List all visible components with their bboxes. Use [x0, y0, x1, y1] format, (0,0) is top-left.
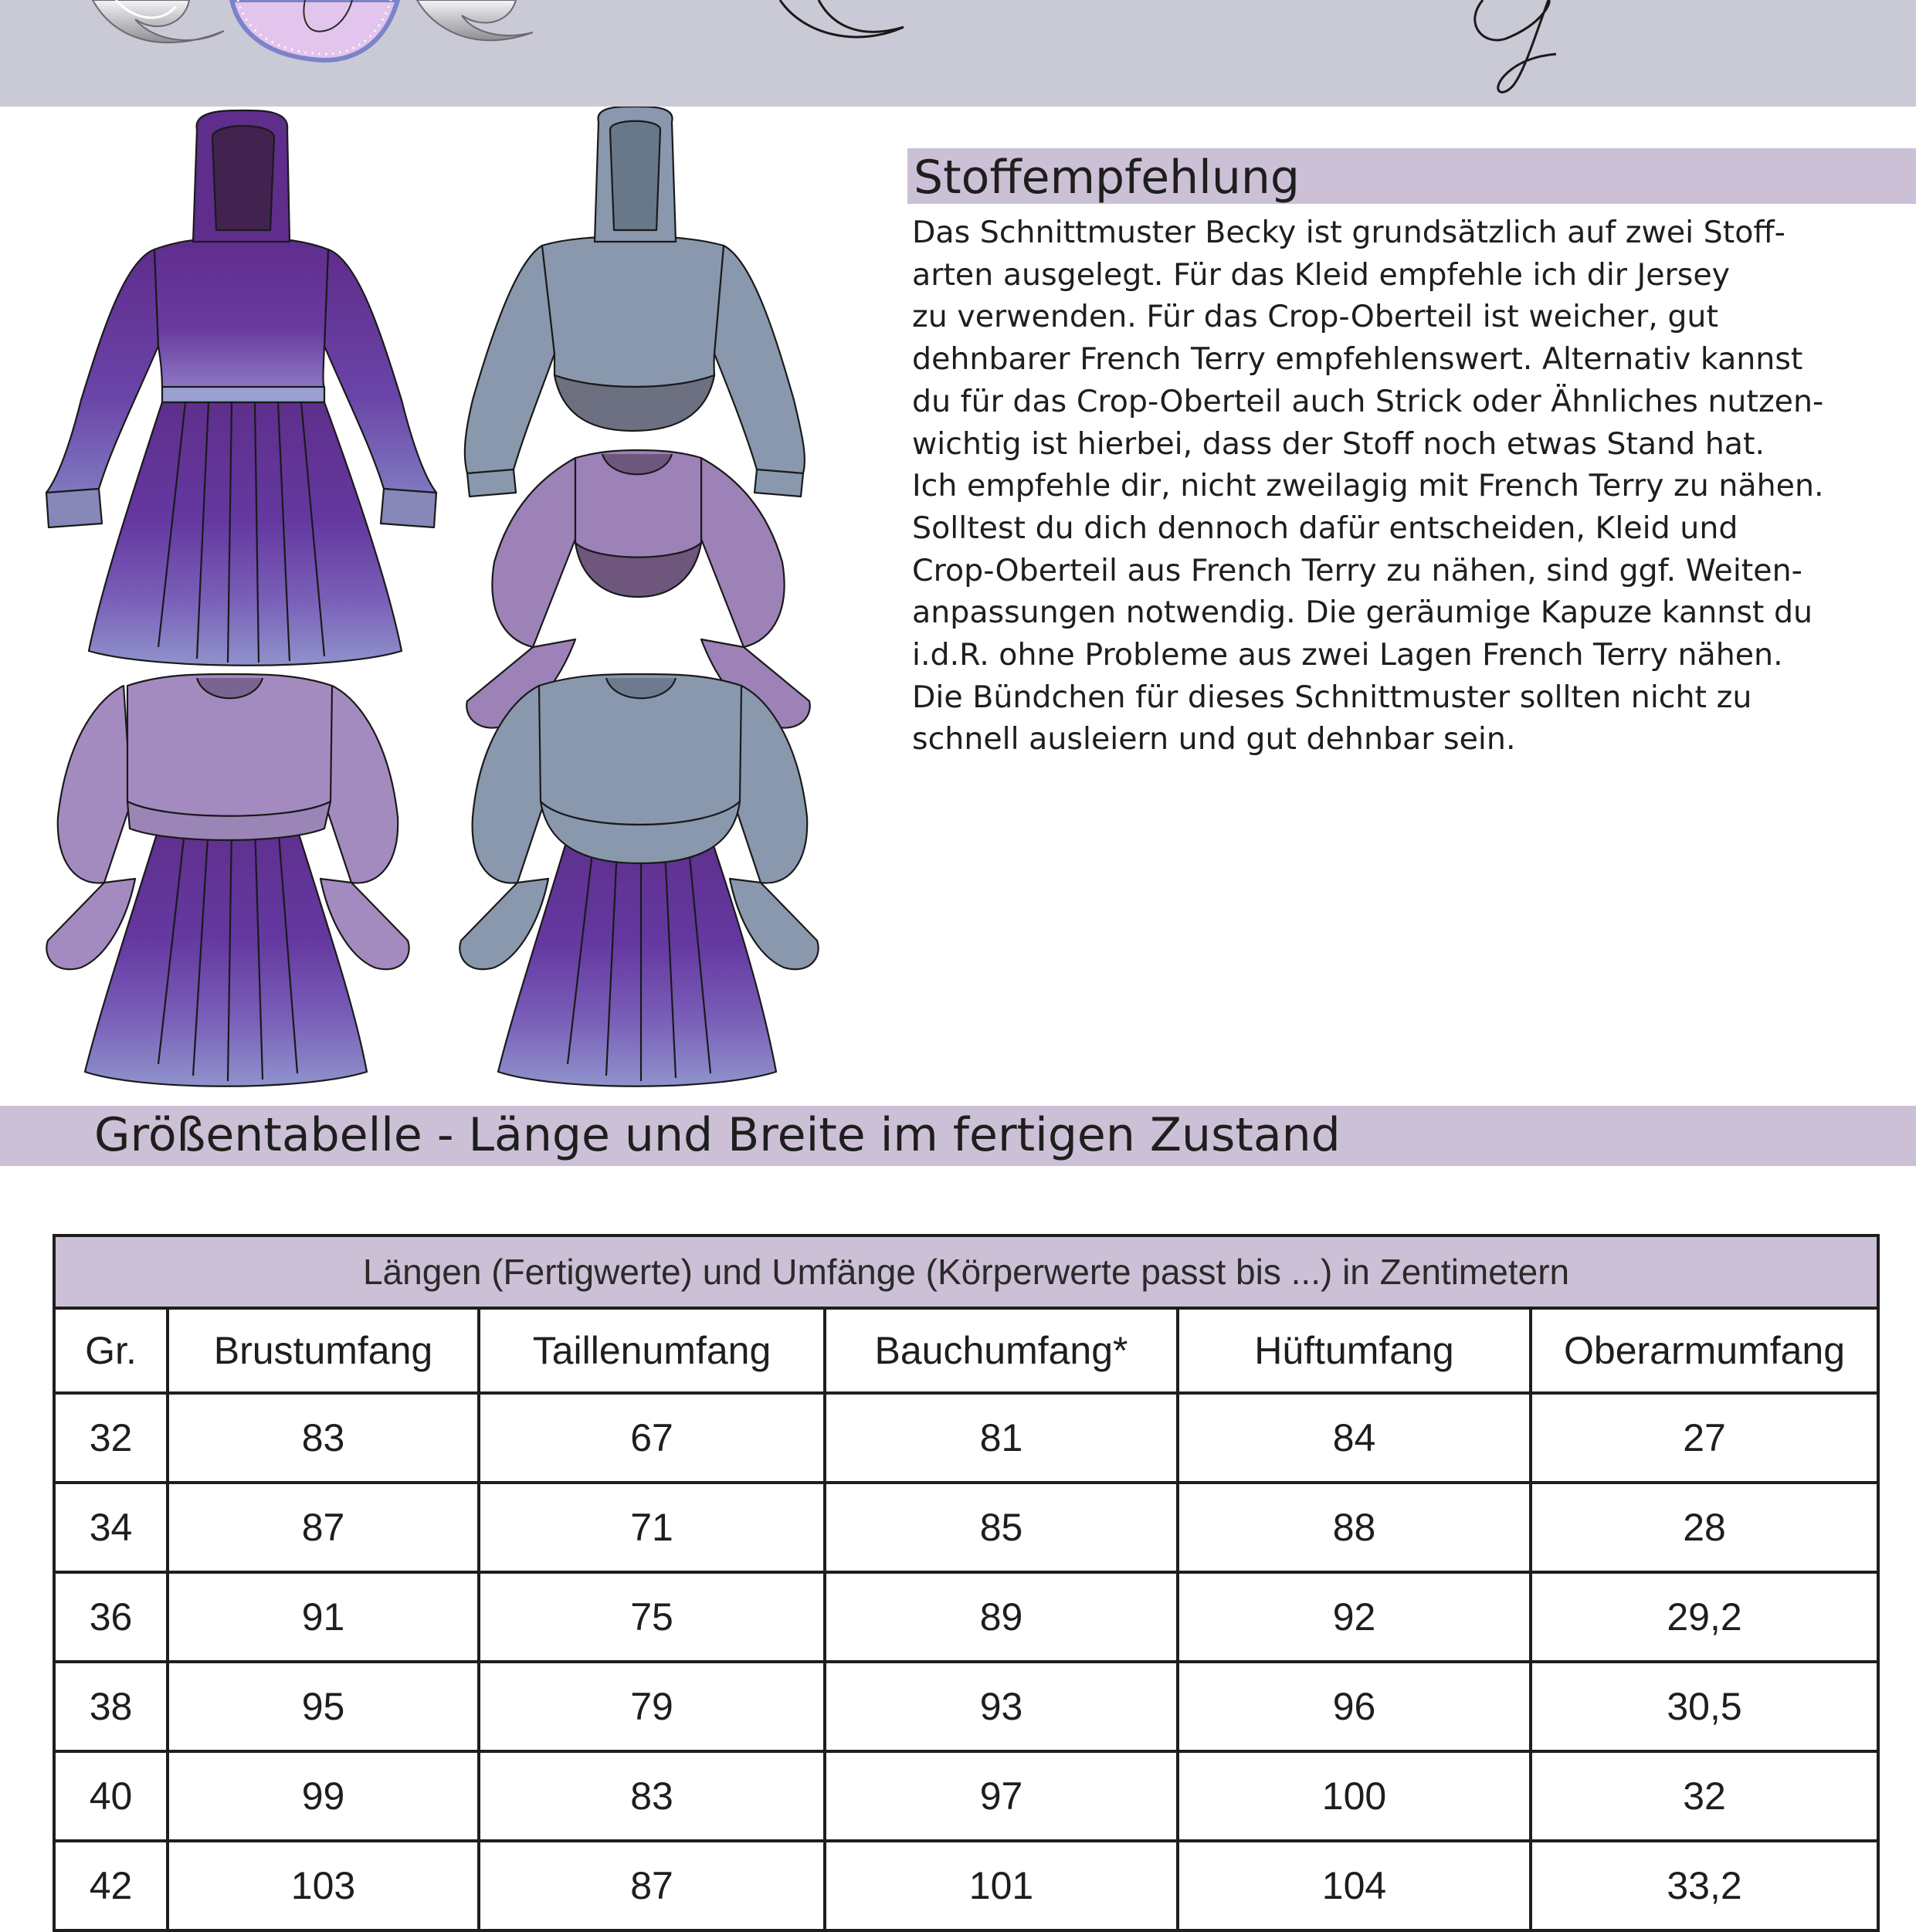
table-cell: 32	[1531, 1751, 1878, 1841]
table-cell: 79	[479, 1662, 825, 1751]
table-cell: 36	[54, 1572, 168, 1662]
table-cell: 87	[479, 1841, 825, 1930]
table-cell: 97	[825, 1751, 1178, 1841]
text-line: Die Bündchen für dieses Schnittmuster sollten nicht zu	[912, 679, 1752, 715]
text-line: wichtig ist hierbei, dass der Stoff noch etwas Stand hat.	[912, 425, 1765, 462]
table-cell: 29,2	[1531, 1572, 1878, 1662]
table-cell: 100	[1178, 1751, 1531, 1841]
header-band	[0, 0, 1916, 107]
table-cell: 89	[825, 1572, 1178, 1662]
table-cell: 85	[825, 1483, 1178, 1572]
table-cell: 93	[825, 1662, 1178, 1751]
table-cell: 91	[168, 1572, 479, 1662]
table-cell: 92	[1178, 1572, 1531, 1662]
table-row	[54, 1393, 1878, 1483]
figure-dress-grey-top	[460, 674, 818, 1086]
table-caption: Längen (Fertigwerte) und Umfänge (Körperwerte passt bis ...) in Zentimetern	[54, 1235, 1878, 1308]
table-cell: 104	[1178, 1841, 1531, 1930]
column-header: Hüftumfang	[1178, 1308, 1531, 1393]
brand-logo	[0, 0, 1916, 107]
table-cell: 83	[479, 1751, 825, 1841]
table-row	[54, 1841, 1878, 1930]
column-header: Gr.	[54, 1308, 168, 1393]
table-cell: 27	[1531, 1393, 1878, 1483]
table-cell: 81	[825, 1393, 1178, 1483]
column-header: Bauchumfang*	[825, 1308, 1178, 1393]
size-table	[53, 1234, 1880, 1932]
table-cell: 38	[54, 1662, 168, 1751]
column-header: Oberarmumfang	[1531, 1308, 1878, 1393]
table-cell: 34	[54, 1483, 168, 1572]
table-row	[54, 1483, 1878, 1572]
table-cell: 75	[479, 1572, 825, 1662]
column-header: Brustumfang	[168, 1308, 479, 1393]
table-cell: 96	[1178, 1662, 1531, 1751]
table-cell: 87	[168, 1483, 479, 1572]
table-row	[54, 1572, 1878, 1662]
section-title-groessentabelle: Größentabelle - Länge und Breite im fertigen Zustand	[94, 1108, 1341, 1162]
table-cell: 71	[479, 1483, 825, 1572]
table-row	[54, 1751, 1878, 1841]
text-line: Ich empfehle dir, nicht zweilagig mit French Terry zu nähen.	[912, 468, 1824, 504]
table-cell: 101	[825, 1841, 1178, 1930]
text-line: dehnbarer French Terry empfehlenswert. Alternativ kannst	[912, 341, 1803, 378]
table-cell: 83	[168, 1393, 479, 1483]
text-line: arten ausgelegt. Für das Kleid empfehle ich dir Jersey	[912, 256, 1731, 293]
garment-illustrations	[0, 107, 896, 1095]
column-header: Taillenumfang	[479, 1308, 825, 1393]
table-cell: 42	[54, 1841, 168, 1930]
table-cell: 33,2	[1531, 1841, 1878, 1930]
figure-dress-lavender-top	[46, 674, 409, 1086]
figure-hooded-crop-top	[465, 107, 805, 497]
table-cell: 67	[479, 1393, 825, 1483]
table-cell: 40	[54, 1751, 168, 1841]
text-line: Solltest du dich dennoch dafür entscheiden, Kleid und	[912, 510, 1738, 546]
table-cell: 95	[168, 1662, 479, 1751]
section-title-stoffempfehlung: Stoffempfehlung	[914, 151, 1300, 205]
stoffempfehlung-text	[912, 212, 1908, 761]
table-cell: 32	[54, 1393, 168, 1483]
table-cell: 88	[1178, 1483, 1531, 1572]
text-line: Crop-Oberteil aus French Terry zu nähen, sind ggf. Weiten-	[912, 552, 1802, 588]
text-line: zu verwenden. Für das Crop-Oberteil ist weicher, gut	[912, 299, 1718, 335]
table-cell: 103	[168, 1841, 479, 1930]
text-line: i.d.R. ohne Probleme aus zwei Lagen French Terry nähen.	[912, 637, 1783, 673]
table-cell: 30,5	[1531, 1662, 1878, 1751]
text-line: anpassungen notwendig. Die geräumige Kapuze kannst du	[912, 595, 1813, 631]
figure-hooded-dress	[46, 110, 436, 666]
table-cell: 84	[1178, 1393, 1531, 1483]
text-line: du für das Crop-Oberteil auch Strick oder Ähnliches nutzen-	[912, 383, 1824, 419]
text-line: schnell ausleiern und gut dehnbar sein.	[912, 721, 1516, 758]
text-line: Das Schnittmuster Becky ist grundsätzlich auf zwei Stoff-	[912, 215, 1785, 250]
table-cell: 28	[1531, 1483, 1878, 1572]
table-row	[54, 1662, 1878, 1751]
table-cell: 99	[168, 1751, 479, 1841]
